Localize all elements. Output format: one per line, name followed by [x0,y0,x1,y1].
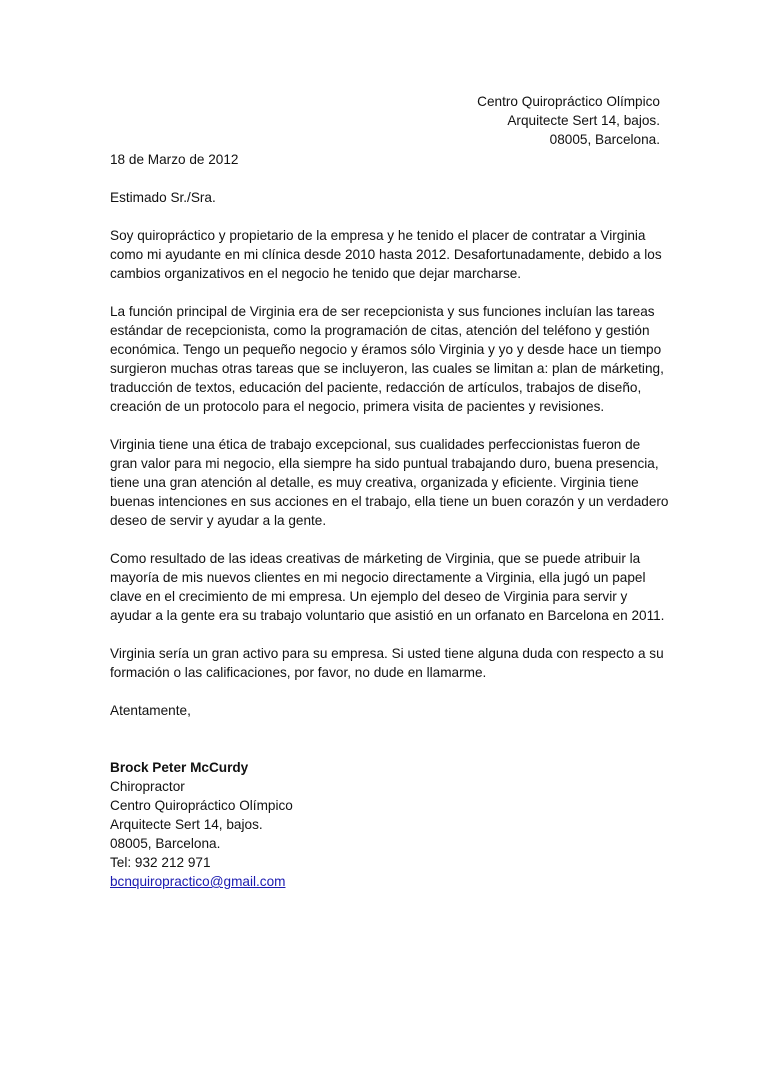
signer-name: Brock Peter McCurdy [110,760,249,775]
closing: Atentamente, [110,703,191,718]
letter-date: 18 de Marzo de 2012 [110,152,239,167]
sender-city: 08005, Barcelona. [549,132,660,147]
salutation: Estimado Sr./Sra. [110,190,216,205]
sender-address [477,92,660,149]
letter-body [110,150,670,891]
sender-clinic: Centro Quiropráctico Olímpico [477,94,660,109]
signer-phone: Tel: 932 212 971 [110,855,211,870]
paragraph: Soy quiropráctico y propietario de la empresa y he tenido el placer de contratar a Virginia como mi ayudante en mi clínica desde 2010 hasta 2012. Desafortunadamente, debido a los cambios organizativos en el negocio he tenido que dejar marcharse. [110,228,662,281]
email-link[interactable]: bcnquiropractico@gmail.com [110,874,286,889]
signer-city: 08005, Barcelona. [110,836,221,851]
paragraph: Virginia sería un gran activo para su empresa. Si usted tiene alguna duda con respecto a su formación o las calificaciones, por favor, no dude en llamarme. [110,646,664,680]
signer-address: Arquitecte Sert 14, bajos. [110,817,263,832]
signature-block [110,758,670,891]
paragraph: Como resultado de las ideas creativas de márketing de Virginia, que se puede atribuir la mayoría de mis nuevos clientes en mi negocio directamente a Virginia, ella jugó un papel clave en el crecimiento de mi empresa. Un ejemplo del deseo de Virginia para servir y ayudar a la gente era su trabajo voluntario que asistió en un orfanato en Barcelona en 2011. [110,551,665,623]
paragraph: La función principal de Virginia era de ser recepcionista y sus funciones incluían las tareas estándar de recepcionista, como la programación de citas, atención del teléfono y gestión económica. Tengo un pequeño negocio y éramos sólo Virginia y yo y desde hace un tiempo surgieron muchas otras tareas que se incluyeron, las cuales se limitan a: plan de márketing, traducción de textos, educación del paciente, redacción de artículos, trabajos de diseño, creación de un protocolo para el negocio, primera visita de pacientes y revisiones. [110,304,664,414]
paragraph: Virginia tiene una ética de trabajo excepcional, sus cualidades perfeccionistas fueron de gran valor para mi negocio, ella siempre ha sido puntual trabajando duro, buena presencia, tiene una gran atención al detalle, es muy creativa, organizada y eficiente. Virginia tiene buenas intenciones en sus acciones en el trabajo, ella tiene un buen corazón y un verdadero deseo de servir y ayudar a la gente. [110,437,669,528]
sender-street: Arquitecte Sert 14, bajos. [507,113,660,128]
signer-clinic: Centro Quiropráctico Olímpico [110,798,293,813]
signer-title: Chiropractor [110,779,185,794]
